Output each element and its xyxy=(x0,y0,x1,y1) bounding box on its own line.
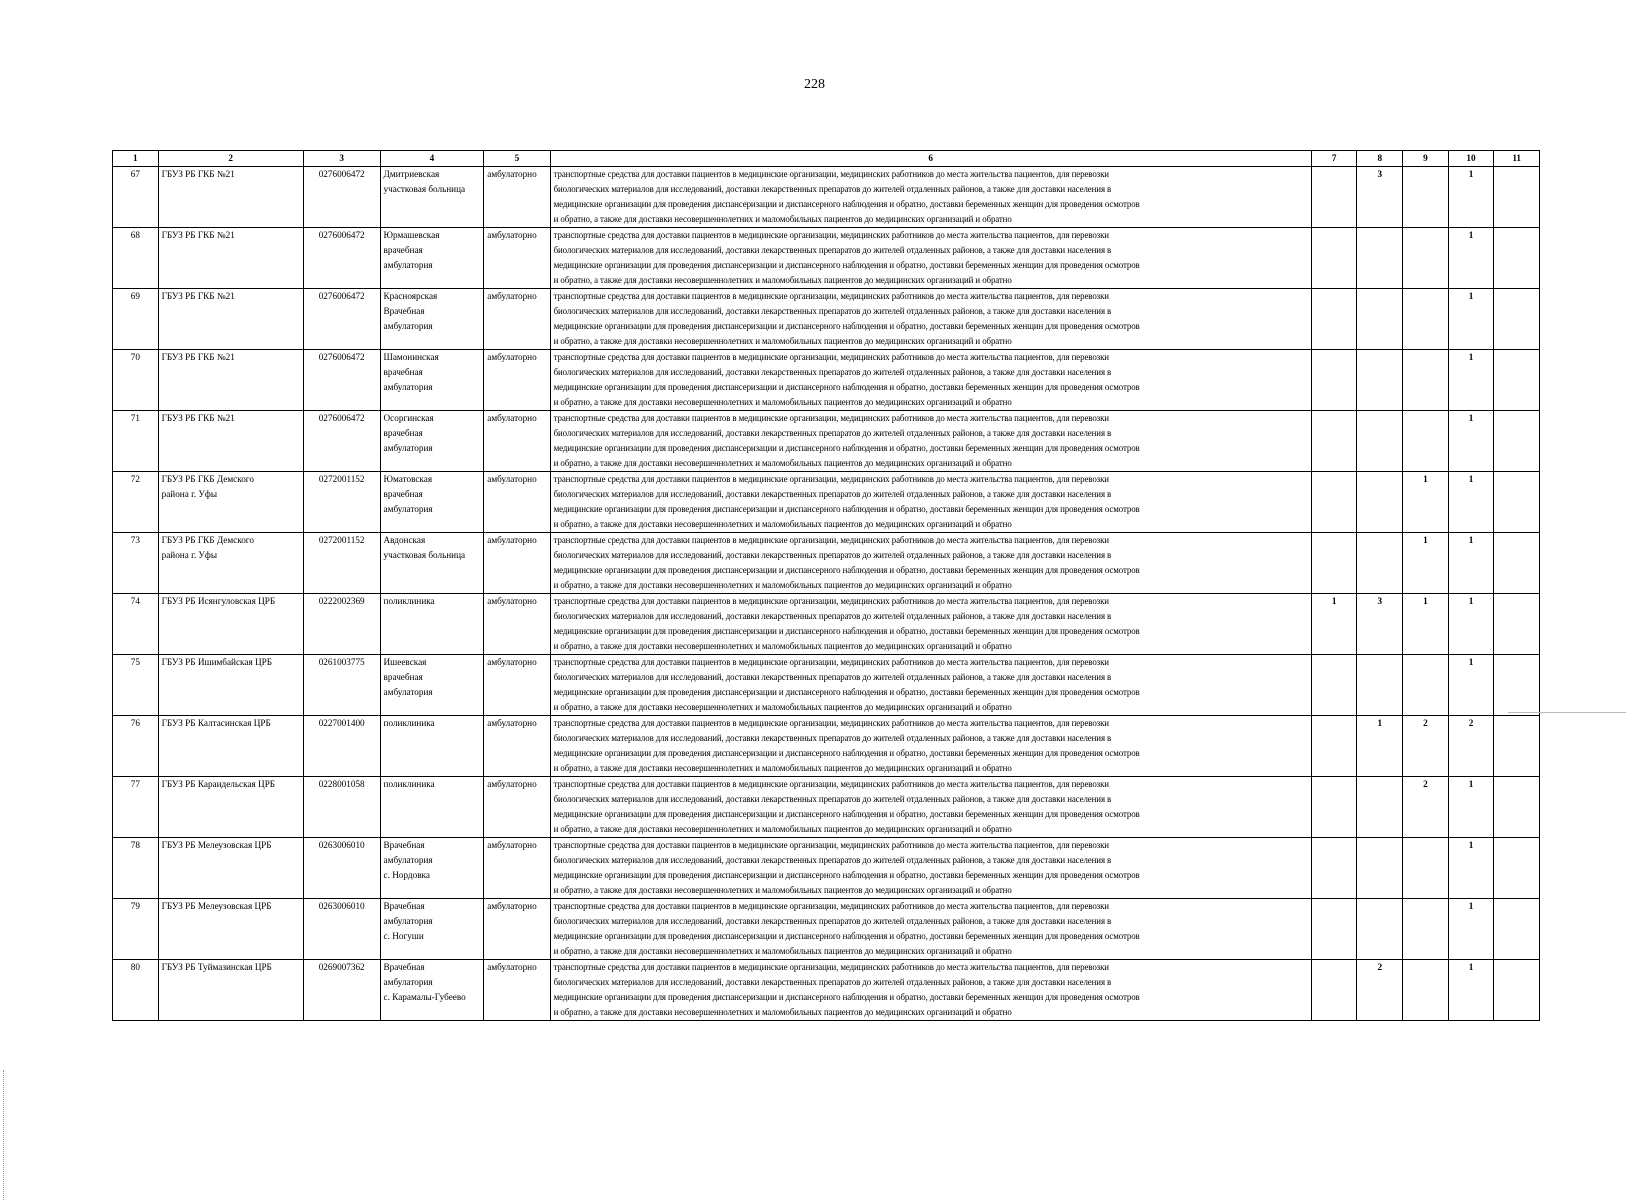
organization-cell-line: ГБУЗ РБ Исянгуловская ЦРБ xyxy=(161,596,276,606)
count-cell-10: 1 xyxy=(1448,350,1494,411)
organization-cell-line: района г. Уфы xyxy=(161,550,218,560)
count-cell-10: 1 xyxy=(1448,594,1494,655)
unit-cell xyxy=(380,167,484,228)
table-row xyxy=(113,411,1540,472)
count-cell-8 xyxy=(1357,472,1403,533)
count-cell-11 xyxy=(1494,777,1540,838)
count-cell-9 xyxy=(1403,167,1449,228)
description-cell-line: медицинские организации для проведения диспансеризации и диспансерного наблюдения и обратно, доставки беременных женщин для проведения осмотров xyxy=(553,260,1140,270)
count-cell-8 xyxy=(1357,655,1403,716)
row-number-cell: 80 xyxy=(113,960,159,1021)
description-cell-line: транспортные средства для доставки пациентов в медицинские организации, медицинских работников до места жительства пациентов, для перевозки xyxy=(553,657,1109,667)
organization-cell-line: ГБУЗ РБ ГКБ №21 xyxy=(161,291,235,301)
organization-cell xyxy=(158,655,303,716)
unit-cell-line: врачебная xyxy=(383,489,423,499)
description-cell-line: медицинские организации для проведения диспансеризации и диспансерного наблюдения и обратно, доставки беременных женщин для проведения осмотров xyxy=(553,565,1140,575)
description-cell-line: медицинские организации для проведения диспансеризации и диспансерного наблюдения и обратно, доставки беременных женщин для проведения осмотров xyxy=(553,504,1140,514)
organization-cell xyxy=(158,533,303,594)
header-cell: 11 xyxy=(1494,151,1540,167)
description-cell-line: и обратно, а также для доставки несовершеннолетних и маломобильных пациентов до медицинских организаций и обратно xyxy=(553,946,1012,956)
organization-cell xyxy=(158,716,303,777)
organization-cell xyxy=(158,167,303,228)
count-cell-11 xyxy=(1494,228,1540,289)
unit-cell xyxy=(380,838,484,899)
organization-cell-line: ГБУЗ РБ ГКБ №21 xyxy=(161,230,235,240)
row-number-cell: 79 xyxy=(113,899,159,960)
count-cell-7 xyxy=(1311,350,1357,411)
description-cell xyxy=(550,350,1311,411)
count-cell-8 xyxy=(1357,411,1403,472)
description-cell xyxy=(550,899,1311,960)
scan-edge-mark xyxy=(3,1070,6,1200)
unit-cell-line: амбулатория xyxy=(383,687,433,697)
unit-cell-line: Осоргинская xyxy=(383,413,434,423)
description-cell xyxy=(550,533,1311,594)
count-cell-8 xyxy=(1357,838,1403,899)
unit-cell xyxy=(380,533,484,594)
count-cell-8: 3 xyxy=(1357,167,1403,228)
unit-cell-line: Ишеевская xyxy=(383,657,427,667)
unit-cell-line: Врачебная xyxy=(383,840,425,850)
description-cell-line: биологических материалов для исследований, доставки лекарственных препаратов до жителей отдаленных районов, а также для доставки населения в xyxy=(553,733,1112,743)
header-cell: 4 xyxy=(380,151,484,167)
care-mode-cell: амбулаторно xyxy=(484,716,550,777)
unit-cell-line: Врачебная xyxy=(383,962,425,972)
count-cell-7 xyxy=(1311,411,1357,472)
description-cell-line: и обратно, а также для доставки несовершеннолетних и маломобильных пациентов до медицинских организаций и обратно xyxy=(553,763,1012,773)
care-mode-cell: амбулаторно xyxy=(484,472,550,533)
description-cell-line: биологических материалов для исследований, доставки лекарственных препаратов до жителей отдаленных районов, а также для доставки населения в xyxy=(553,306,1112,316)
description-cell-line: и обратно, а также для доставки несовершеннолетних и маломобильных пациентов до медицинских организаций и обратно xyxy=(553,1007,1012,1017)
description-cell-line: транспортные средства для доставки пациентов в медицинские организации, медицинских работников до места жительства пациентов, для перевозки xyxy=(553,169,1109,179)
description-cell-line: транспортные средства для доставки пациентов в медицинские организации, медицинских работников до места жительства пациентов, для перевозки xyxy=(553,840,1109,850)
organization-cell-line: района г. Уфы xyxy=(161,489,218,499)
inn-cell: 0263006010 xyxy=(303,899,380,960)
care-mode-cell: амбулаторно xyxy=(484,350,550,411)
count-cell-9: 1 xyxy=(1403,533,1449,594)
description-cell-line: биологических материалов для исследований, доставки лекарственных препаратов до жителей отдаленных районов, а также для доставки населения в xyxy=(553,916,1112,926)
count-cell-9 xyxy=(1403,411,1449,472)
care-mode-cell: амбулаторно xyxy=(484,289,550,350)
count-cell-7 xyxy=(1311,167,1357,228)
unit-cell-line: Авдонская xyxy=(383,535,426,545)
unit-cell-line: амбулатория xyxy=(383,382,433,392)
scan-edge-line xyxy=(1508,712,1626,713)
count-cell-10: 1 xyxy=(1448,411,1494,472)
organization-cell xyxy=(158,899,303,960)
count-cell-11 xyxy=(1494,716,1540,777)
description-cell-line: транспортные средства для доставки пациентов в медицинские организации, медицинских работников до места жительства пациентов, для перевозки xyxy=(553,596,1109,606)
table-row xyxy=(113,167,1540,228)
description-cell-line: и обратно, а также для доставки несовершеннолетних и маломобильных пациентов до медицинских организаций и обратно xyxy=(553,275,1012,285)
care-mode-cell: амбулаторно xyxy=(484,533,550,594)
description-cell xyxy=(550,472,1311,533)
description-cell xyxy=(550,777,1311,838)
description-cell-line: медицинские организации для проведения диспансеризации и диспансерного наблюдения и обратно, доставки беременных женщин для проведения осмотров xyxy=(553,382,1140,392)
description-cell-line: транспортные средства для доставки пациентов в медицинские организации, медицинских работников до места жительства пациентов, для перевозки xyxy=(553,352,1109,362)
unit-cell-line: амбулатория xyxy=(383,504,433,514)
row-number-cell: 68 xyxy=(113,228,159,289)
description-cell-line: и обратно, а также для доставки несовершеннолетних и маломобильных пациентов до медицинских организаций и обратно xyxy=(553,397,1012,407)
unit-cell-line: участковая больница xyxy=(383,184,466,194)
unit-cell-line: амбулатория xyxy=(383,443,433,453)
description-cell-line: и обратно, а также для доставки несовершеннолетних и маломобильных пациентов до медицинских организаций и обратно xyxy=(553,702,1012,712)
description-cell-line: и обратно, а также для доставки несовершеннолетних и маломобильных пациентов до медицинских организаций и обратно xyxy=(553,641,1012,651)
count-cell-10: 1 xyxy=(1448,655,1494,716)
unit-cell-line: врачебная xyxy=(383,245,423,255)
table-body xyxy=(113,167,1540,1021)
header-cell: 5 xyxy=(484,151,550,167)
description-cell-line: медицинские организации для проведения диспансеризации и диспансерного наблюдения и обратно, доставки беременных женщин для проведения осмотров xyxy=(553,321,1140,331)
description-cell-line: биологических материалов для исследований, доставки лекарственных препаратов до жителей отдаленных районов, а также для доставки населения в xyxy=(553,550,1112,560)
count-cell-8: 3 xyxy=(1357,594,1403,655)
count-cell-10: 1 xyxy=(1448,472,1494,533)
unit-cell-line: участковая больница xyxy=(383,550,466,560)
unit-cell-line: врачебная xyxy=(383,428,423,438)
count-cell-11 xyxy=(1494,533,1540,594)
unit-cell-line: амбулатория xyxy=(383,260,433,270)
organization-cell-line: ГБУЗ РБ Калтасинская ЦРБ xyxy=(161,718,271,728)
row-number-cell: 73 xyxy=(113,533,159,594)
care-mode-cell: амбулаторно xyxy=(484,167,550,228)
count-cell-8: 2 xyxy=(1357,960,1403,1021)
description-cell-line: биологических материалов для исследований, доставки лекарственных препаратов до жителей отдаленных районов, а также для доставки населения в xyxy=(553,672,1112,682)
count-cell-11 xyxy=(1494,594,1540,655)
organization-cell xyxy=(158,411,303,472)
unit-cell-line: Врачебная xyxy=(383,306,425,316)
description-cell-line: и обратно, а также для доставки несовершеннолетних и маломобильных пациентов до медицинских организаций и обратно xyxy=(553,214,1012,224)
inn-cell: 0276006472 xyxy=(303,228,380,289)
table-row xyxy=(113,289,1540,350)
table-row xyxy=(113,594,1540,655)
count-cell-7 xyxy=(1311,289,1357,350)
organization-cell-line: ГБУЗ РБ ГКБ Демского xyxy=(161,474,254,484)
count-cell-7 xyxy=(1311,838,1357,899)
count-cell-10: 1 xyxy=(1448,167,1494,228)
inn-cell: 0276006472 xyxy=(303,289,380,350)
description-cell xyxy=(550,960,1311,1021)
description-cell-line: и обратно, а также для доставки несовершеннолетних и маломобильных пациентов до медицинских организаций и обратно xyxy=(553,885,1012,895)
description-cell-line: и обратно, а также для доставки несовершеннолетних и маломобильных пациентов до медицинских организаций и обратно xyxy=(553,519,1012,529)
count-cell-10: 2 xyxy=(1448,716,1494,777)
description-cell-line: и обратно, а также для доставки несовершеннолетних и маломобильных пациентов до медицинских организаций и обратно xyxy=(553,458,1012,468)
inn-cell: 0263006010 xyxy=(303,838,380,899)
table-row xyxy=(113,472,1540,533)
table-row xyxy=(113,899,1540,960)
description-cell-line: биологических материалов для исследований, доставки лекарственных препаратов до жителей отдаленных районов, а также для доставки населения в xyxy=(553,489,1112,499)
description-cell-line: биологических материалов для исследований, доставки лекарственных препаратов до жителей отдаленных районов, а также для доставки населения в xyxy=(553,367,1112,377)
inn-cell: 0272001152 xyxy=(303,472,380,533)
unit-cell xyxy=(380,472,484,533)
organization-cell xyxy=(158,594,303,655)
count-cell-8 xyxy=(1357,533,1403,594)
header-cell: 2 xyxy=(158,151,303,167)
count-cell-9: 2 xyxy=(1403,716,1449,777)
description-cell-line: транспортные средства для доставки пациентов в медицинские организации, медицинских работников до места жительства пациентов, для перевозки xyxy=(553,718,1109,728)
count-cell-8 xyxy=(1357,777,1403,838)
count-cell-9: 1 xyxy=(1403,594,1449,655)
inn-cell: 0276006472 xyxy=(303,350,380,411)
description-cell xyxy=(550,838,1311,899)
count-cell-7 xyxy=(1311,899,1357,960)
row-number-cell: 78 xyxy=(113,838,159,899)
inn-cell: 0228001058 xyxy=(303,777,380,838)
table-row xyxy=(113,716,1540,777)
care-mode-cell: амбулаторно xyxy=(484,594,550,655)
description-cell-line: медицинские организации для проведения диспансеризации и диспансерного наблюдения и обратно, доставки беременных женщин для проведения осмотров xyxy=(553,748,1140,758)
inn-cell: 0222002369 xyxy=(303,594,380,655)
header-cell: 9 xyxy=(1403,151,1449,167)
description-cell-line: биологических материалов для исследований, доставки лекарственных препаратов до жителей отдаленных районов, а также для доставки населения в xyxy=(553,428,1112,438)
count-cell-8 xyxy=(1357,350,1403,411)
count-cell-9 xyxy=(1403,838,1449,899)
organization-cell-line: ГБУЗ РБ ГКБ №21 xyxy=(161,413,235,423)
description-cell-line: медицинские организации для проведения диспансеризации и диспансерного наблюдения и обратно, доставки беременных женщин для проведения осмотров xyxy=(553,809,1140,819)
unit-cell-line: амбулатория xyxy=(383,977,433,987)
description-cell-line: и обратно, а также для доставки несовершеннолетних и маломобильных пациентов до медицинских организаций и обратно xyxy=(553,824,1012,834)
inn-cell: 0269007362 xyxy=(303,960,380,1021)
unit-cell-line: врачебная xyxy=(383,672,423,682)
description-cell-line: биологических материалов для исследований, доставки лекарственных препаратов до жителей отдаленных районов, а также для доставки населения в xyxy=(553,855,1112,865)
count-cell-11 xyxy=(1494,899,1540,960)
count-cell-9: 2 xyxy=(1403,777,1449,838)
description-cell-line: транспортные средства для доставки пациентов в медицинские организации, медицинских работников до места жительства пациентов, для перевозки xyxy=(553,901,1109,911)
unit-cell-line: поликлиника xyxy=(383,779,435,789)
count-cell-8 xyxy=(1357,228,1403,289)
row-number-cell: 69 xyxy=(113,289,159,350)
inn-cell: 0272001152 xyxy=(303,533,380,594)
organization-cell-line: ГБУЗ РБ ГКБ №21 xyxy=(161,169,235,179)
count-cell-9 xyxy=(1403,289,1449,350)
count-cell-9 xyxy=(1403,899,1449,960)
unit-cell xyxy=(380,289,484,350)
count-cell-8 xyxy=(1357,289,1403,350)
description-cell-line: транспортные средства для доставки пациентов в медицинские организации, медицинских работников до места жительства пациентов, для перевозки xyxy=(553,291,1109,301)
organization-cell xyxy=(158,838,303,899)
description-cell-line: биологических материалов для исследований, доставки лекарственных препаратов до жителей отдаленных районов, а также для доставки населения в xyxy=(553,977,1112,987)
organization-cell xyxy=(158,472,303,533)
description-cell-line: медицинские организации для проведения диспансеризации и диспансерного наблюдения и обратно, доставки беременных женщин для проведения осмотров xyxy=(553,626,1140,636)
care-mode-cell: амбулаторно xyxy=(484,228,550,289)
unit-cell-line: с. Ногуши xyxy=(383,931,424,941)
page-number: 228 xyxy=(804,77,825,92)
count-cell-7 xyxy=(1311,655,1357,716)
row-number-cell: 70 xyxy=(113,350,159,411)
description-cell-line: медицинские организации для проведения диспансеризации и диспансерного наблюдения и обратно, доставки беременных женщин для проведения осмотров xyxy=(553,443,1140,453)
header-cell: 7 xyxy=(1311,151,1357,167)
row-number-cell: 71 xyxy=(113,411,159,472)
unit-cell-line: амбулатория xyxy=(383,321,433,331)
unit-cell-line: Юрмашевская xyxy=(383,230,440,240)
count-cell-11 xyxy=(1494,411,1540,472)
row-number-cell: 72 xyxy=(113,472,159,533)
description-cell-line: и обратно, а также для доставки несовершеннолетних и маломобильных пациентов до медицинских организаций и обратно xyxy=(553,580,1012,590)
count-cell-10: 1 xyxy=(1448,899,1494,960)
description-cell-line: биологических материалов для исследований, доставки лекарственных препаратов до жителей отдаленных районов, а также для доставки населения в xyxy=(553,245,1112,255)
description-cell xyxy=(550,594,1311,655)
unit-cell-line: Врачебная xyxy=(383,901,425,911)
description-cell-line: медицинские организации для проведения диспансеризации и диспансерного наблюдения и обратно, доставки беременных женщин для проведения осмотров xyxy=(553,931,1140,941)
unit-cell xyxy=(380,228,484,289)
description-cell xyxy=(550,228,1311,289)
unit-cell-line: поликлиника xyxy=(383,596,435,606)
unit-cell xyxy=(380,716,484,777)
count-cell-7 xyxy=(1311,777,1357,838)
description-cell-line: транспортные средства для доставки пациентов в медицинские организации, медицинских работников до места жительства пациентов, для перевозки xyxy=(553,413,1109,423)
count-cell-11 xyxy=(1494,655,1540,716)
table-row xyxy=(113,350,1540,411)
count-cell-7 xyxy=(1311,960,1357,1021)
count-cell-11 xyxy=(1494,838,1540,899)
description-cell-line: транспортные средства для доставки пациентов в медицинские организации, медицинских работников до места жительства пациентов, для перевозки xyxy=(553,779,1109,789)
count-cell-7 xyxy=(1311,533,1357,594)
count-cell-10: 1 xyxy=(1448,289,1494,350)
header-cell: 6 xyxy=(550,151,1311,167)
table-row xyxy=(113,960,1540,1021)
unit-cell-line: с. Нордовка xyxy=(383,870,430,880)
description-cell-line: медицинские организации для проведения диспансеризации и диспансерного наблюдения и обратно, доставки беременных женщин для проведения осмотров xyxy=(553,687,1140,697)
description-cell-line: и обратно, а также для доставки несовершеннолетних и маломобильных пациентов до медицинских организаций и обратно xyxy=(553,336,1012,346)
care-mode-cell: амбулаторно xyxy=(484,655,550,716)
count-cell-11 xyxy=(1494,960,1540,1021)
count-cell-9 xyxy=(1403,350,1449,411)
row-number-cell: 75 xyxy=(113,655,159,716)
description-cell-line: транспортные средства для доставки пациентов в медицинские организации, медицинских работников до места жительства пациентов, для перевозки xyxy=(553,230,1109,240)
description-cell xyxy=(550,655,1311,716)
description-cell-line: транспортные средства для доставки пациентов в медицинские организации, медицинских работников до места жительства пациентов, для перевозки xyxy=(553,962,1109,972)
count-cell-11 xyxy=(1494,350,1540,411)
count-cell-10: 1 xyxy=(1448,960,1494,1021)
table-row xyxy=(113,533,1540,594)
unit-cell xyxy=(380,960,484,1021)
care-mode-cell: амбулаторно xyxy=(484,838,550,899)
table-row xyxy=(113,777,1540,838)
organization-cell xyxy=(158,777,303,838)
unit-cell-line: амбулатория xyxy=(383,916,433,926)
description-cell xyxy=(550,289,1311,350)
unit-cell-line: Шамонинская xyxy=(383,352,439,362)
table-row xyxy=(113,838,1540,899)
count-cell-7 xyxy=(1311,716,1357,777)
organization-cell-line: ГБУЗ РБ ГКБ №21 xyxy=(161,352,235,362)
unit-cell-line: Юматовская xyxy=(383,474,433,484)
inn-cell: 0261003775 xyxy=(303,655,380,716)
count-cell-9 xyxy=(1403,655,1449,716)
unit-cell-line: Дмитриевская xyxy=(383,169,440,179)
header-cell: 1 xyxy=(113,151,159,167)
count-cell-9 xyxy=(1403,228,1449,289)
count-cell-11 xyxy=(1494,167,1540,228)
care-mode-cell: амбулаторно xyxy=(484,411,550,472)
unit-cell xyxy=(380,899,484,960)
care-mode-cell: амбулаторно xyxy=(484,777,550,838)
organization-cell xyxy=(158,350,303,411)
inn-cell: 0227001400 xyxy=(303,716,380,777)
table-row xyxy=(113,228,1540,289)
count-cell-10: 1 xyxy=(1448,838,1494,899)
organization-cell-line: ГБУЗ РБ Ишимбайская ЦРБ xyxy=(161,657,272,667)
organization-cell xyxy=(158,960,303,1021)
count-cell-10: 1 xyxy=(1448,533,1494,594)
row-number-cell: 77 xyxy=(113,777,159,838)
organization-cell xyxy=(158,289,303,350)
unit-cell xyxy=(380,411,484,472)
unit-cell xyxy=(380,655,484,716)
organization-cell-line: ГБУЗ РБ Мелеузовская ЦРБ xyxy=(161,901,272,911)
count-cell-11 xyxy=(1494,472,1540,533)
description-cell-line: биологических материалов для исследований, доставки лекарственных препаратов до жителей отдаленных районов, а также для доставки населения в xyxy=(553,184,1112,194)
description-cell xyxy=(550,716,1311,777)
care-mode-cell: амбулаторно xyxy=(484,960,550,1021)
count-cell-10: 1 xyxy=(1448,228,1494,289)
description-cell-line: транспортные средства для доставки пациентов в медицинские организации, медицинских работников до места жительства пациентов, для перевозки xyxy=(553,535,1109,545)
header-cell: 3 xyxy=(303,151,380,167)
unit-cell-line: с. Карамалы-Губеево xyxy=(383,992,466,1002)
count-cell-9 xyxy=(1403,960,1449,1021)
row-number-cell: 67 xyxy=(113,167,159,228)
unit-cell-line: амбулатория xyxy=(383,855,433,865)
organization-cell-line: ГБУЗ РБ Туймазинская ЦРБ xyxy=(161,962,272,972)
unit-cell-line: Красноярская xyxy=(383,291,438,301)
organization-cell-line: ГБУЗ РБ ГКБ Демского xyxy=(161,535,254,545)
count-cell-7 xyxy=(1311,228,1357,289)
count-cell-7: 1 xyxy=(1311,594,1357,655)
count-cell-9: 1 xyxy=(1403,472,1449,533)
unit-cell xyxy=(380,777,484,838)
table-row xyxy=(113,655,1540,716)
description-cell-line: медицинские организации для проведения диспансеризации и диспансерного наблюдения и обратно, доставки беременных женщин для проведения осмотров xyxy=(553,199,1140,209)
header-cell: 10 xyxy=(1448,151,1494,167)
unit-cell-line: поликлиника xyxy=(383,718,435,728)
count-cell-11 xyxy=(1494,289,1540,350)
description-cell xyxy=(550,411,1311,472)
description-cell-line: биологических материалов для исследований, доставки лекарственных препаратов до жителей отдаленных районов, а также для доставки населения в xyxy=(553,794,1112,804)
organization-cell-line: ГБУЗ РБ Мелеузовская ЦРБ xyxy=(161,840,272,850)
description-cell-line: медицинские организации для проведения диспансеризации и диспансерного наблюдения и обратно, доставки беременных женщин для проведения осмотров xyxy=(553,992,1140,1002)
unit-cell-line: врачебная xyxy=(383,367,423,377)
row-number-cell: 76 xyxy=(113,716,159,777)
organization-cell xyxy=(158,228,303,289)
count-cell-10: 1 xyxy=(1448,777,1494,838)
organization-cell-line: ГБУЗ РБ Караидельская ЦРБ xyxy=(161,779,276,789)
care-mode-cell: амбулаторно xyxy=(484,899,550,960)
unit-cell xyxy=(380,350,484,411)
description-cell-line: медицинские организации для проведения диспансеризации и диспансерного наблюдения и обратно, доставки беременных женщин для проведения осмотров xyxy=(553,870,1140,880)
unit-cell xyxy=(380,594,484,655)
count-cell-8: 1 xyxy=(1357,716,1403,777)
description-cell-line: транспортные средства для доставки пациентов в медицинские организации, медицинских работников до места жительства пациентов, для перевозки xyxy=(553,474,1109,484)
header-row xyxy=(113,151,1540,167)
row-number-cell: 74 xyxy=(113,594,159,655)
vehicles-table xyxy=(112,150,1540,1021)
description-cell xyxy=(550,167,1311,228)
count-cell-8 xyxy=(1357,899,1403,960)
description-cell-line: биологических материалов для исследований, доставки лекарственных препаратов до жителей отдаленных районов, а также для доставки населения в xyxy=(553,611,1112,621)
count-cell-7 xyxy=(1311,472,1357,533)
inn-cell: 0276006472 xyxy=(303,167,380,228)
header-cell: 8 xyxy=(1357,151,1403,167)
inn-cell: 0276006472 xyxy=(303,411,380,472)
